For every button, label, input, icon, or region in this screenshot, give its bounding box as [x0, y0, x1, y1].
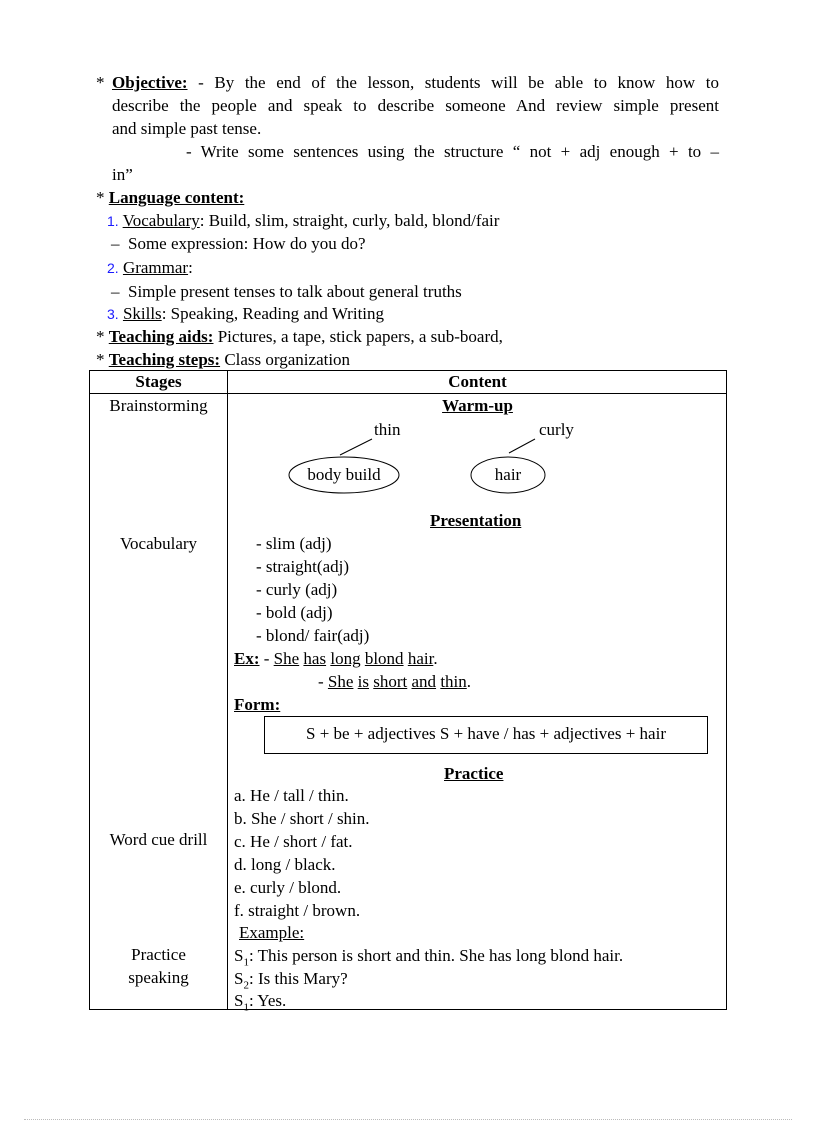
example-2: [318, 671, 471, 693]
speaker: S: [234, 991, 244, 1010]
example-word: -: [263, 649, 274, 668]
teaching-aids-text: Pictures, a tape, stick papers, a sub-board,: [217, 327, 503, 346]
lc-item-text: Some expression: How do you do?: [128, 234, 366, 253]
example-label: Ex:: [234, 649, 260, 668]
col-header-stages: Stages: [135, 372, 182, 391]
form-label: Form:: [234, 695, 281, 714]
objective-line-5: in”: [112, 165, 133, 184]
objective-line-4: - Write some sentences using the structure “ not + adj enough + to –: [186, 142, 719, 161]
example-period: .: [466, 672, 472, 691]
example-1: [234, 648, 438, 670]
stage-brainstorming: Brainstorming: [109, 396, 208, 415]
warmup-diagram: [90, 371, 726, 511]
lc-item-text: :: [188, 258, 193, 277]
speaker-index: 1: [243, 1001, 249, 1014]
speaker: S: [234, 946, 244, 965]
example-word: long: [330, 649, 361, 668]
lc-item-label: Grammar: [122, 258, 189, 277]
example-word: She: [273, 649, 300, 668]
example-heading: Example:: [239, 923, 305, 942]
lc-item-label: Vocabulary: [122, 211, 200, 230]
dialogue-text: : Is this Mary?: [248, 969, 348, 988]
lc-item-text: : Build, slim, straight, curly, bald, blond/fair: [199, 211, 500, 230]
vocab-item: - slim (adj): [256, 534, 332, 553]
objective-label: Objective:: [112, 73, 188, 92]
practice-title: Practice: [444, 764, 504, 783]
speaker-index: 1: [243, 956, 249, 969]
cue-item: f. straight / brown.: [234, 901, 361, 920]
example-period: .: [433, 649, 438, 668]
cue-item: a. He / tall / thin.: [234, 786, 349, 805]
teaching-steps-label: Teaching steps:: [108, 350, 221, 369]
example-word: blond: [364, 649, 404, 668]
lesson-table: [89, 370, 727, 1014]
vocab-item: - curly (adj): [256, 580, 338, 599]
teaching-aids-label: Teaching aids:: [108, 327, 214, 346]
lc-item-expression: [111, 233, 366, 255]
lc-item-grammar: [107, 257, 193, 279]
lc-item-text: Simple present tenses to talk about general truths: [128, 282, 462, 301]
speaker: S: [234, 969, 244, 988]
objective-text-1: - By the end of the lesson, students will be able to know how to: [198, 73, 720, 92]
lc-item-number: 1.: [107, 213, 119, 229]
lc-item-text: : Speaking, Reading and Writing: [161, 304, 385, 323]
stage-speaking: speaking: [128, 968, 189, 987]
lc-item-dash: –: [111, 234, 120, 253]
form-structure: S + be + adjectives S + have / has + adjectives + hair: [306, 724, 666, 743]
stage-word-cue-drill: Word cue drill: [109, 830, 208, 849]
objective-line-3: and simple past tense.: [112, 119, 262, 138]
cue-item: b. She / short / shin.: [234, 809, 370, 828]
vocab-item: - bold (adj): [256, 603, 333, 622]
warmup-word-thin: thin: [374, 420, 401, 439]
speaker-index: 2: [243, 979, 249, 992]
example-word: thin: [440, 672, 467, 691]
example-word: She: [327, 672, 354, 691]
form-box: [264, 716, 708, 754]
presentation-title: Presentation: [430, 511, 522, 530]
lc-item-skills: [107, 303, 384, 325]
dialogue-text: : Yes.: [248, 991, 287, 1010]
example-word: hair: [407, 649, 434, 668]
lc-item-grammar-detail: [111, 281, 462, 303]
cue-item: e. curly / blond.: [234, 878, 342, 897]
example-word: short: [373, 672, 408, 691]
dialogue-line: [234, 990, 286, 1018]
dialogue-text: : This person is short and thin. She has long blond hair.: [248, 946, 624, 965]
vocab-item: - straight(adj): [256, 557, 349, 576]
thin-connector: [340, 439, 372, 455]
col-header-content: Content: [448, 372, 507, 391]
example-word: is: [357, 672, 370, 691]
lc-item-number: 2.: [107, 260, 119, 276]
warmup-title: Warm-up: [442, 396, 513, 415]
lc-item-dash: –: [111, 282, 120, 301]
example-word: -: [318, 672, 328, 691]
objective-line-2: describe the people and speak to describe someone And review simple present: [112, 96, 719, 115]
cue-item: c. He / short / fat.: [234, 832, 353, 851]
teaching-aids: * Teaching aids: Pictures, a tape, stick papers, a sub-board,: [96, 327, 503, 346]
language-content-label: Language content:: [108, 188, 245, 207]
warmup-hair: hair: [494, 465, 522, 484]
lc-item-number: 3.: [107, 306, 119, 322]
teaching-steps-text: Class organization: [224, 350, 351, 369]
warmup-word-curly: curly: [539, 420, 574, 439]
objective-bullet: *: [96, 73, 105, 92]
stage-vocabulary: Vocabulary: [119, 534, 198, 553]
objective-line-1: [112, 72, 719, 94]
stage-practice: Practice: [131, 945, 186, 964]
vocab-item: - blond/ fair(adj): [256, 626, 370, 645]
lc-item-label: Skills: [122, 304, 162, 323]
page-footer-rule: [24, 1119, 792, 1120]
cue-item: d. long / black.: [234, 855, 336, 874]
language-content-heading: * Language content:: [96, 188, 245, 207]
example-word: and: [411, 672, 437, 691]
example-word: has: [303, 649, 327, 668]
warmup-body-build: body build: [307, 465, 381, 484]
curly-connector: [509, 439, 535, 453]
lc-item-vocabulary: [107, 210, 499, 232]
teaching-steps: * Teaching steps: Class organization: [96, 350, 351, 369]
